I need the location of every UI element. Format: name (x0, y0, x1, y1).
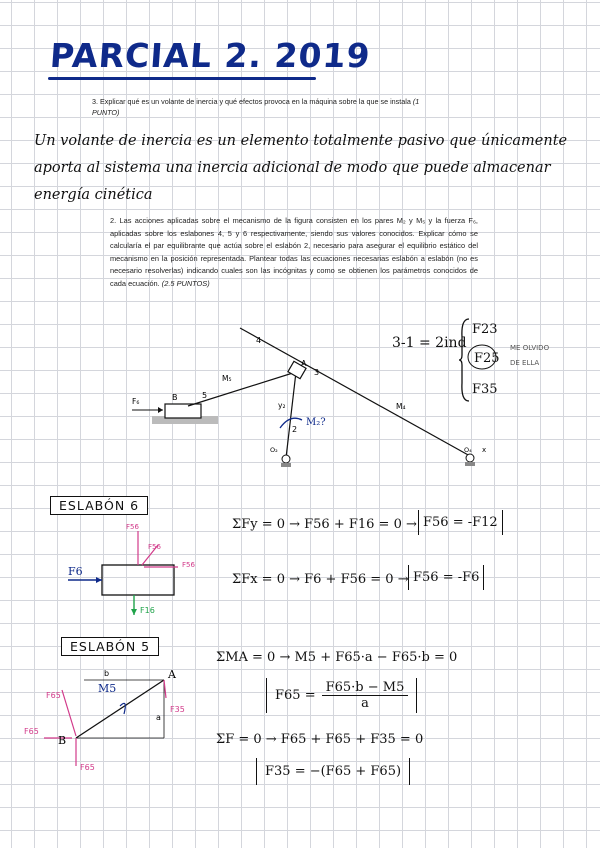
label-3: 3 (314, 368, 320, 377)
note-forgot-line2: DE ELLA (510, 359, 540, 367)
answer-3: Un volante de inercia es un elemento totalmente pasivo que únicamente aporta al sistema una inercia adicional de modo que puede almacenar energía cinética (34, 133, 568, 203)
arrowhead-icon (158, 407, 163, 413)
link-5-eq-moment: ΣMA = 0 → M5 + F65·a − F65·b = 0 (216, 650, 458, 665)
sketch-label-a-point: A (168, 668, 176, 681)
unknowns-equation: 3-1 = 2ind (392, 335, 467, 351)
sketch-label-f65-a: F65 (46, 691, 61, 700)
question-2-points: (2.5 PUNTOS) (161, 278, 210, 288)
unknown-f25: F25 (474, 351, 500, 366)
sketch-label-m5: M5 (98, 682, 117, 695)
page-title: PARCIAL 2. 2019 (48, 36, 372, 75)
label-f6: F₆ (132, 397, 140, 406)
question-3-text: 3. Explicar qué es un volante de inercia y qué efectos provoca en la máquina sobre la que se instala (92, 97, 411, 106)
sketch-label-f65-b: F65 (24, 727, 39, 736)
sketch-label-f65-c: F65 (80, 763, 95, 772)
slider-block (165, 404, 201, 418)
link-6-block (102, 565, 174, 595)
label-2: 2 (292, 425, 298, 434)
link-5-bar (76, 680, 164, 738)
label-y2: y₂ (278, 401, 286, 410)
link-5-eq-f65-den: a (361, 696, 369, 711)
link-5-eq-sum: ΣF = 0 → F65 + F65 + F35 = 0 (216, 732, 424, 747)
circle-mark (466, 343, 498, 371)
sketch-label-f35: F35 (170, 705, 185, 714)
question-3-points: (1 PUNTO) (92, 97, 420, 117)
link-5-label: ESLABÓN 5 (61, 637, 159, 656)
unknown-f23: F23 (472, 322, 498, 337)
link-5-eq-f35: F35 = −(F65 + F65) (256, 758, 410, 785)
label-4: 4 (256, 336, 262, 345)
label-5: 5 (202, 391, 208, 400)
arrowhead-icon (96, 577, 102, 583)
note-forgot-line1: ME OLVIDO (510, 344, 550, 352)
ground-o4 (465, 462, 475, 466)
question-3 (92, 96, 437, 118)
label-x: x (482, 446, 487, 454)
sketch-label-b: b (104, 669, 110, 678)
arrowhead-icon (131, 609, 137, 615)
link-6-free-body-diagram (64, 515, 214, 625)
label-a: A (301, 359, 307, 368)
link-6-label: ESLABÓN 6 (50, 496, 148, 515)
link-6-eq-fy-result: F56 = -F12 (418, 510, 503, 535)
sketch-label-f16: F16 (140, 606, 155, 615)
link-5-free-body-diagram (24, 662, 199, 777)
link-6-eq-fy: ΣFy = 0 → F56 + F16 = 0 → (232, 517, 417, 532)
label-m2: M₂? (306, 417, 326, 428)
label-m4: M₄ (396, 402, 406, 411)
title-underline (48, 77, 316, 80)
pivot-o2 (282, 455, 290, 463)
sketch-label-f6: F6 (68, 565, 83, 578)
label-m5: M₅ (222, 374, 232, 383)
sketch-label-b-point: B (58, 734, 67, 747)
ground-o2 (281, 463, 291, 467)
question-2-text: 2. Las acciones aplicadas sobre el mecanismo de la figura consisten en los pares M₂ y M₅ y la fuerza F₆, aplicadas sobre los eslabones 4, 5 y 6 respectivamente, siendo sus valores conocidos. Explicar cómo se calcularía el par equilibrante que actúa sobre el eslabón 2, necesario para asegurar el equilibrio estático del mecanismo en la posición representada. Plantear todas las ecuaciones necesarias eslabón a eslabón (no es necesario resolverlas) indicando cuales son las incógnitas y como se obtienen los parámetros conocidos de cada ecuación. (110, 216, 478, 288)
label-o4: O₄ (464, 446, 472, 454)
link-5-eq-f65-box (266, 678, 417, 713)
sketch-label-f56-b: F56 (148, 543, 161, 551)
link-6-eq-fx: ΣFx = 0 → F6 + F56 = 0 → (232, 572, 409, 587)
link-5-eq-f65-lhs: F65 = (275, 688, 316, 703)
sketch-label-a-dim: a (156, 713, 161, 722)
link-5-eq-f65-fraction (322, 680, 409, 711)
link-5-eq-f65-num: F65·b − M5 (322, 680, 409, 696)
question-2 (110, 215, 478, 291)
unknown-f35: F35 (472, 382, 498, 397)
link-6-eq-fx-result: F56 = -F6 (408, 565, 484, 590)
force-f65-arrow (62, 690, 76, 736)
sketch-label-f56-a: F56 (126, 523, 139, 531)
label-b: B (172, 393, 178, 402)
sketch-label-f56-c: F56 (182, 561, 195, 569)
link-2 (286, 372, 296, 458)
pivot-o4 (466, 454, 474, 462)
label-o2: O₂ (270, 446, 278, 454)
